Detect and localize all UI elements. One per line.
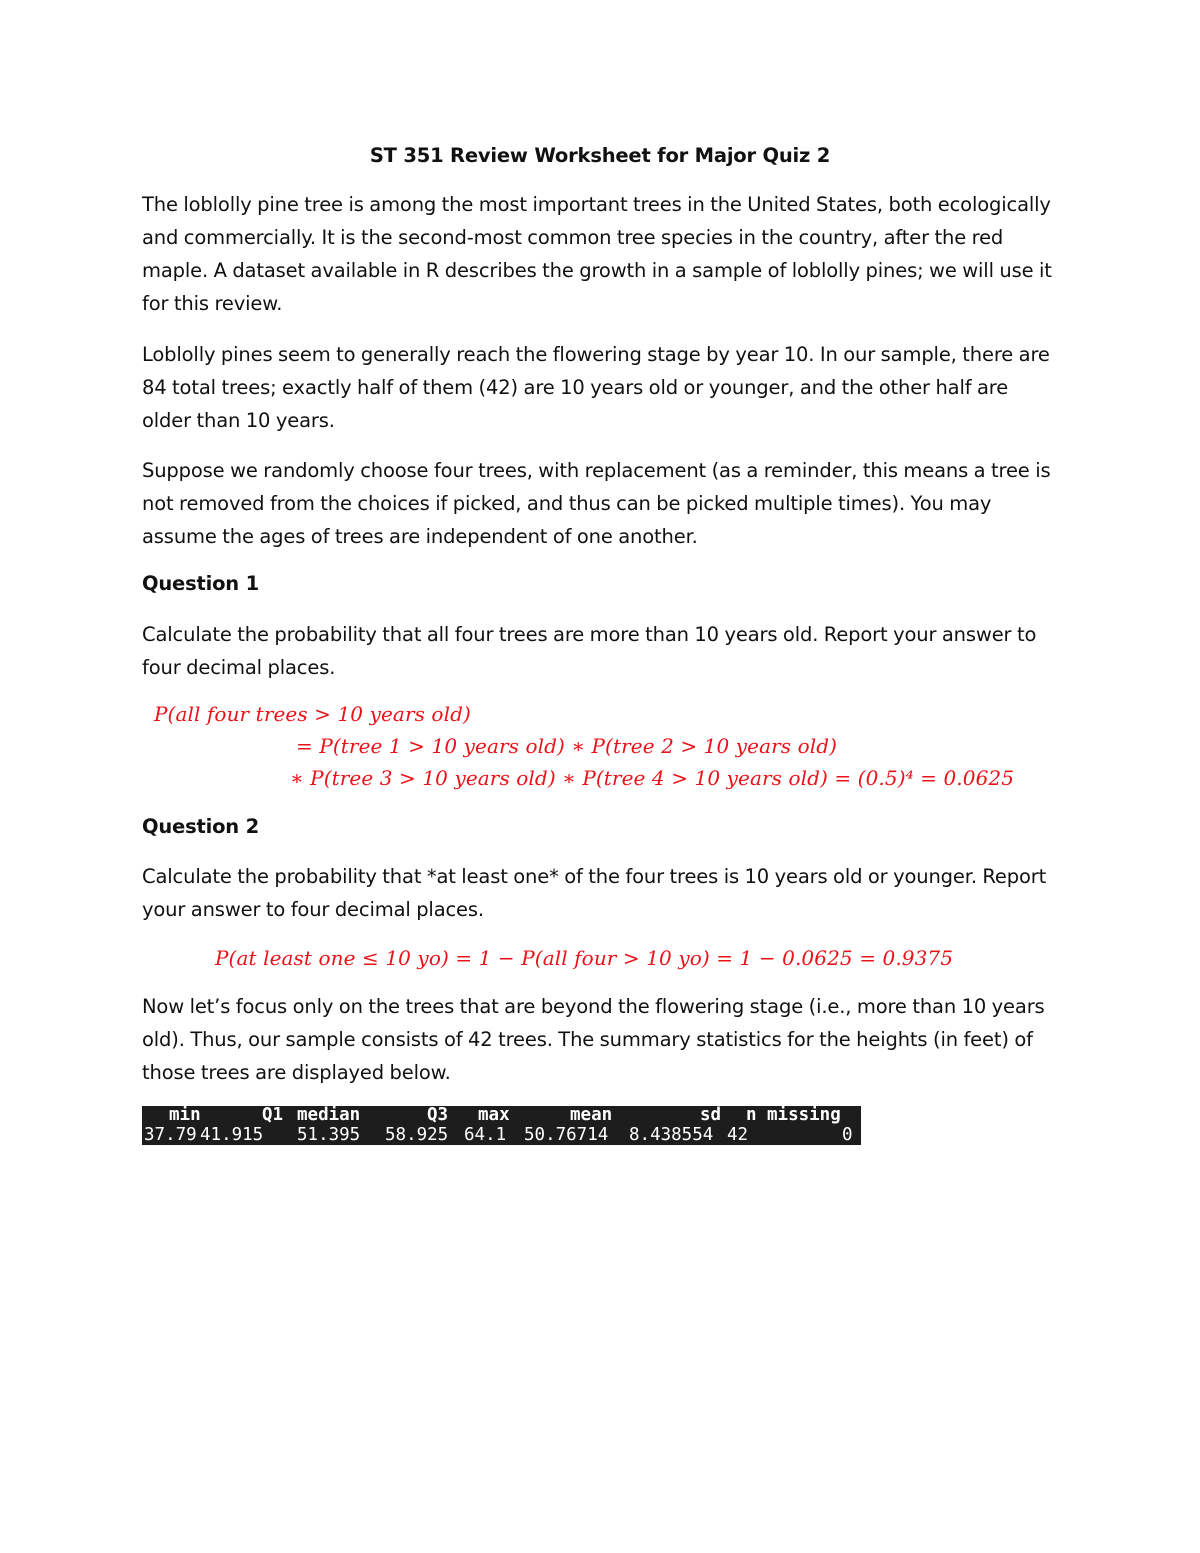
summary-value-mean: 50.76714	[524, 1125, 609, 1145]
summary-value-min: 37.79	[144, 1125, 197, 1145]
summary-header-min: min	[169, 1106, 201, 1125]
summary-value-n: 42	[727, 1125, 749, 1145]
question-1-prompt: Calculate the probability that all four trees are more than 10 years old. Report your answer to four decimal places.	[142, 623, 1037, 679]
summary-value-q1: 41.915	[200, 1125, 264, 1145]
question-2-prompt: Calculate the probability that *at least one* of the four trees is 10 years old or younger. Report your answer to four decimal places.	[142, 865, 1047, 921]
question-1-answer-line-3: ∗ P(tree 3 > 10 years old) ∗ P(tree 4 > 10 years old) = (0.5)⁴ = 0.0625	[290, 766, 1015, 790]
summary-value-median: 51.395	[297, 1125, 361, 1145]
question-1-answer-line-1: P(all four trees > 10 years old)	[154, 702, 471, 726]
summary-header-q1: Q1	[262, 1106, 284, 1125]
summary-header-mean: mean	[570, 1106, 613, 1125]
question-1-answer-line-2: = P(tree 1 > 10 years old) ∗ P(tree 2 > 10 years old)	[296, 734, 838, 758]
intro-paragraph-1: The loblolly pine tree is among the most important trees in the United States, both ecologically and commercially. It is the second-most common tree species in the country, after the red maple. A dataset available in R describes the growth in a sample of loblolly pines; we will use it for this review.	[142, 193, 1052, 315]
question-2-heading: Question 2	[142, 815, 259, 838]
summary-value-sd: 8.438554	[629, 1125, 714, 1145]
summary-header-median: median	[297, 1106, 361, 1125]
summary-value-missing: 0	[842, 1125, 853, 1145]
summary-value-q3: 58.925	[385, 1125, 449, 1145]
summary-statistics-table	[142, 1106, 861, 1145]
followup-paragraph: Now let’s focus only on the trees that are beyond the flowering stage (i.e., more than 10 years old). Thus, our sample consists of 42 trees. The summary statistics for the heights (in feet) of those trees are displayed below.	[142, 995, 1045, 1084]
intro-paragraph-3: Suppose we randomly choose four trees, with replacement (as a reminder, this means a tree is not removed from the choices if picked, and thus can be picked multiple times). You may assume the ages of trees are independent of one another.	[142, 459, 1051, 548]
question-2-answer: P(at least one ≤ 10 yo) = 1 − P(all four > 10 yo) = 1 − 0.0625 = 0.9375	[215, 946, 954, 970]
summary-header-missing: missing	[767, 1106, 841, 1125]
summary-header-q3: Q3	[427, 1106, 449, 1125]
summary-value-max: 64.1	[464, 1125, 507, 1145]
summary-header-max: max	[478, 1106, 510, 1125]
summary-header-n: n	[746, 1106, 757, 1125]
question-1-heading: Question 1	[142, 572, 259, 595]
intro-paragraph-2: Loblolly pines seem to generally reach the flowering stage by year 10. In our sample, there are 84 total trees; exactly half of them (42) are 10 years old or younger, and the other half are older than 10 years.	[142, 343, 1050, 432]
summary-header-sd: sd	[700, 1106, 722, 1125]
page-title: ST 351 Review Worksheet for Major Quiz 2	[369, 144, 831, 167]
summary-table-header-row	[142, 1106, 841, 1125]
summary-table-value-row	[142, 1125, 853, 1145]
